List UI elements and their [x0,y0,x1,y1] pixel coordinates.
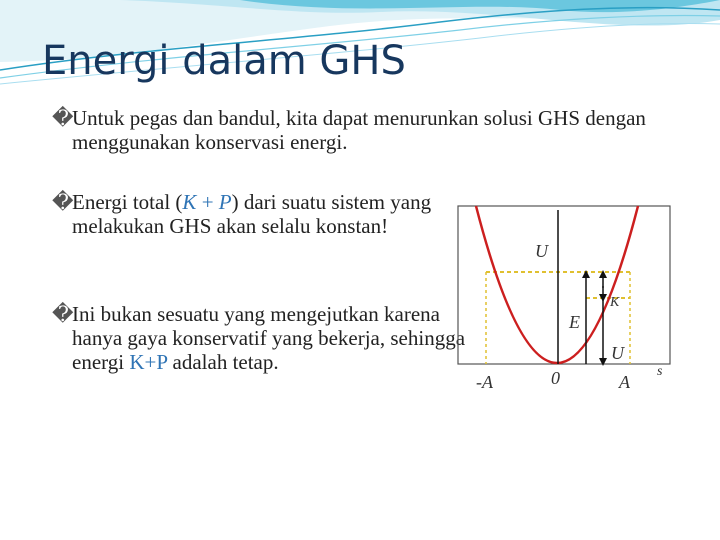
bullet-total-energy [52,190,492,238]
symbol-k: K [182,190,197,214]
highlight-kp: K+P [129,350,168,374]
label-s-axis: s [657,364,663,379]
bullet-text-after: adalah tetap. [167,350,279,374]
label-pos-a: A [619,372,630,392]
bullet-text-before: Ini bukan sesuatu yang mengejutkan karena hanya gaya konservatif yang bekerja, sehingga energi [72,302,466,374]
symbol-plus: + [196,190,219,214]
bullet-conservation [52,106,692,154]
bullet-marker: � [52,106,74,130]
bullet-text-before: Energi total ( [72,190,183,214]
bullet-conservative-force [52,302,492,374]
label-u-axis: U [535,241,548,261]
symbol-p: P [218,190,232,214]
label-e: E [569,312,580,332]
potential-energy-curve [476,206,638,363]
label-k: K [610,295,620,310]
label-u-small: U [611,343,624,363]
label-neg-a: -A [476,372,493,392]
bullet-text-after: ) dari suatu sistem yang melakukan GHS akan selalu konstan! [72,190,432,238]
energy-parabola-diagram [454,200,720,410]
slide-title: Energi dalam GHS [42,38,406,84]
bullet-marker: � [52,302,74,326]
bullet-text: Untuk pegas dan bandul, kita dapat menurunkan solusi GHS dengan menggunakan konservasi energi. [72,106,646,154]
label-zero: 0 [551,368,560,388]
bullet-marker: � [52,190,74,214]
diagram-frame [458,206,670,364]
